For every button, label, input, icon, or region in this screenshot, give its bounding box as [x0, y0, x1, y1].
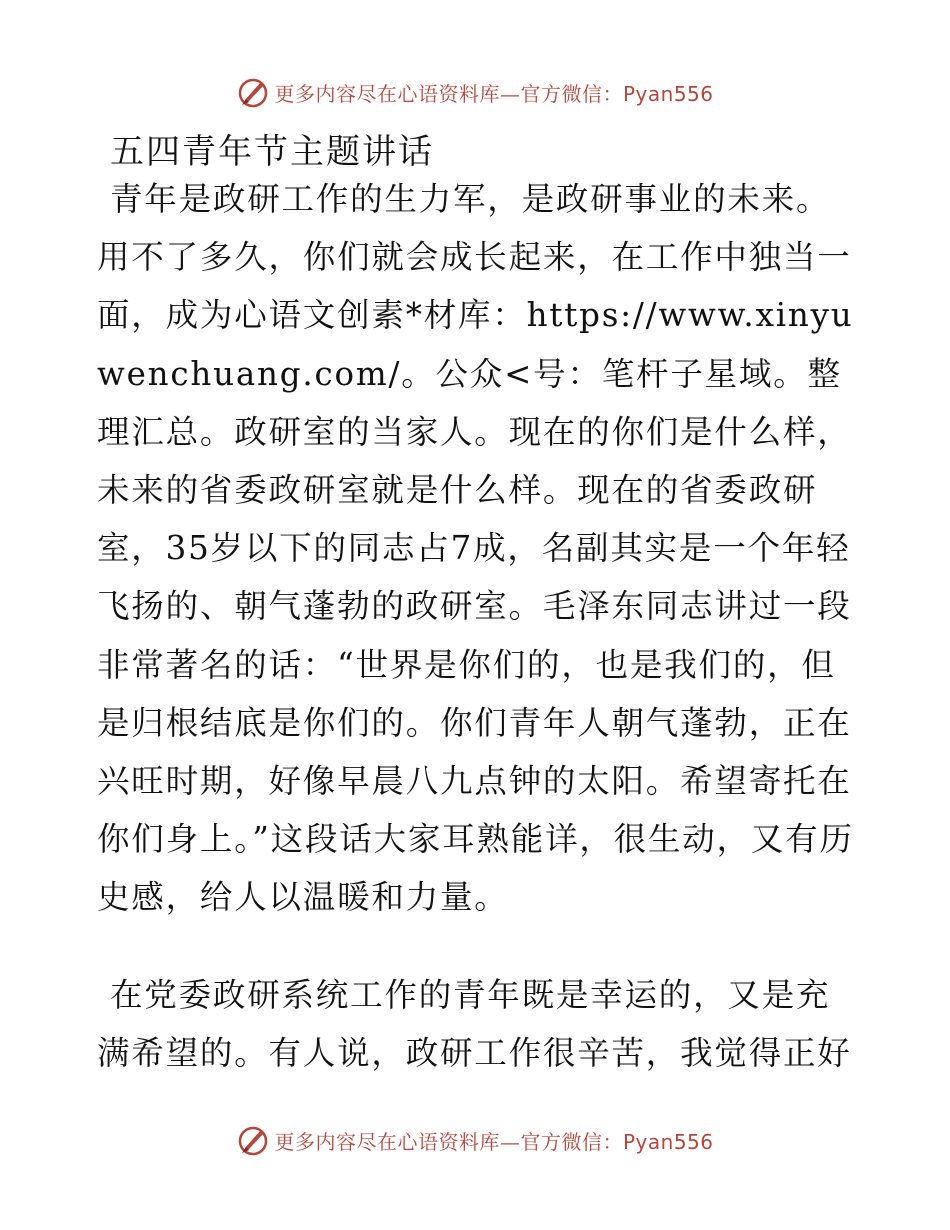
banner-separator: — — [499, 81, 521, 106]
banner-account: Pyan556 — [622, 1129, 714, 1154]
banner-separator: — — [499, 1129, 521, 1154]
document-title: 五四青年节主题讲话 — [110, 132, 434, 172]
banner-text — [274, 1126, 713, 1155]
banner-account: Pyan556 — [622, 81, 714, 106]
banner-right-text: 官方微信： — [520, 81, 623, 106]
paragraph-2: 在党委政研系统工作的青年既是幸运的，又是充满希望的。有人说，政研工作很辛苦，我觉得正好 — [97, 976, 852, 1073]
banner-left-text: 更多内容尽在心语资料库 — [274, 81, 500, 106]
quill-pen-seal-icon — [236, 75, 270, 109]
footer-watermark-banner — [0, 1120, 950, 1160]
banner-text — [274, 78, 713, 107]
quill-pen-seal-icon — [236, 1123, 270, 1157]
banner-left-text: 更多内容尽在心语资料库 — [274, 1129, 500, 1154]
paragraph-1: 青年是政研工作的生力军，是政研事业的未来。用不了多久，你们就会成长起来，在工作中独当一面，成为心语文创素*材库：https://www.xinyuwenchuang.com/。公众<号：笔杆子星域。整理汇总。政研室的当家人。现在的你们是什么样，未来的省委政研室就是什么样。现在的省委政研室，35岁以下的同志占7成，名副其实是一个年轻飞扬的、朝气蓬勃的政研室。毛泽东同志讲过一段非常著名的话：“世界是你们的，也是我们的，但是归根结底是你们的。你们青年人朝气蓬勃，正在兴旺时期，好像早晨八九点钟的太阳。希望寄托在你们身上。”这段话大家耳熟能详，很生动，又有历史感，给人以温暖和力量。 — [97, 180, 854, 917]
banner-right-text: 官方微信： — [520, 1129, 623, 1154]
header-watermark-banner — [0, 72, 950, 112]
